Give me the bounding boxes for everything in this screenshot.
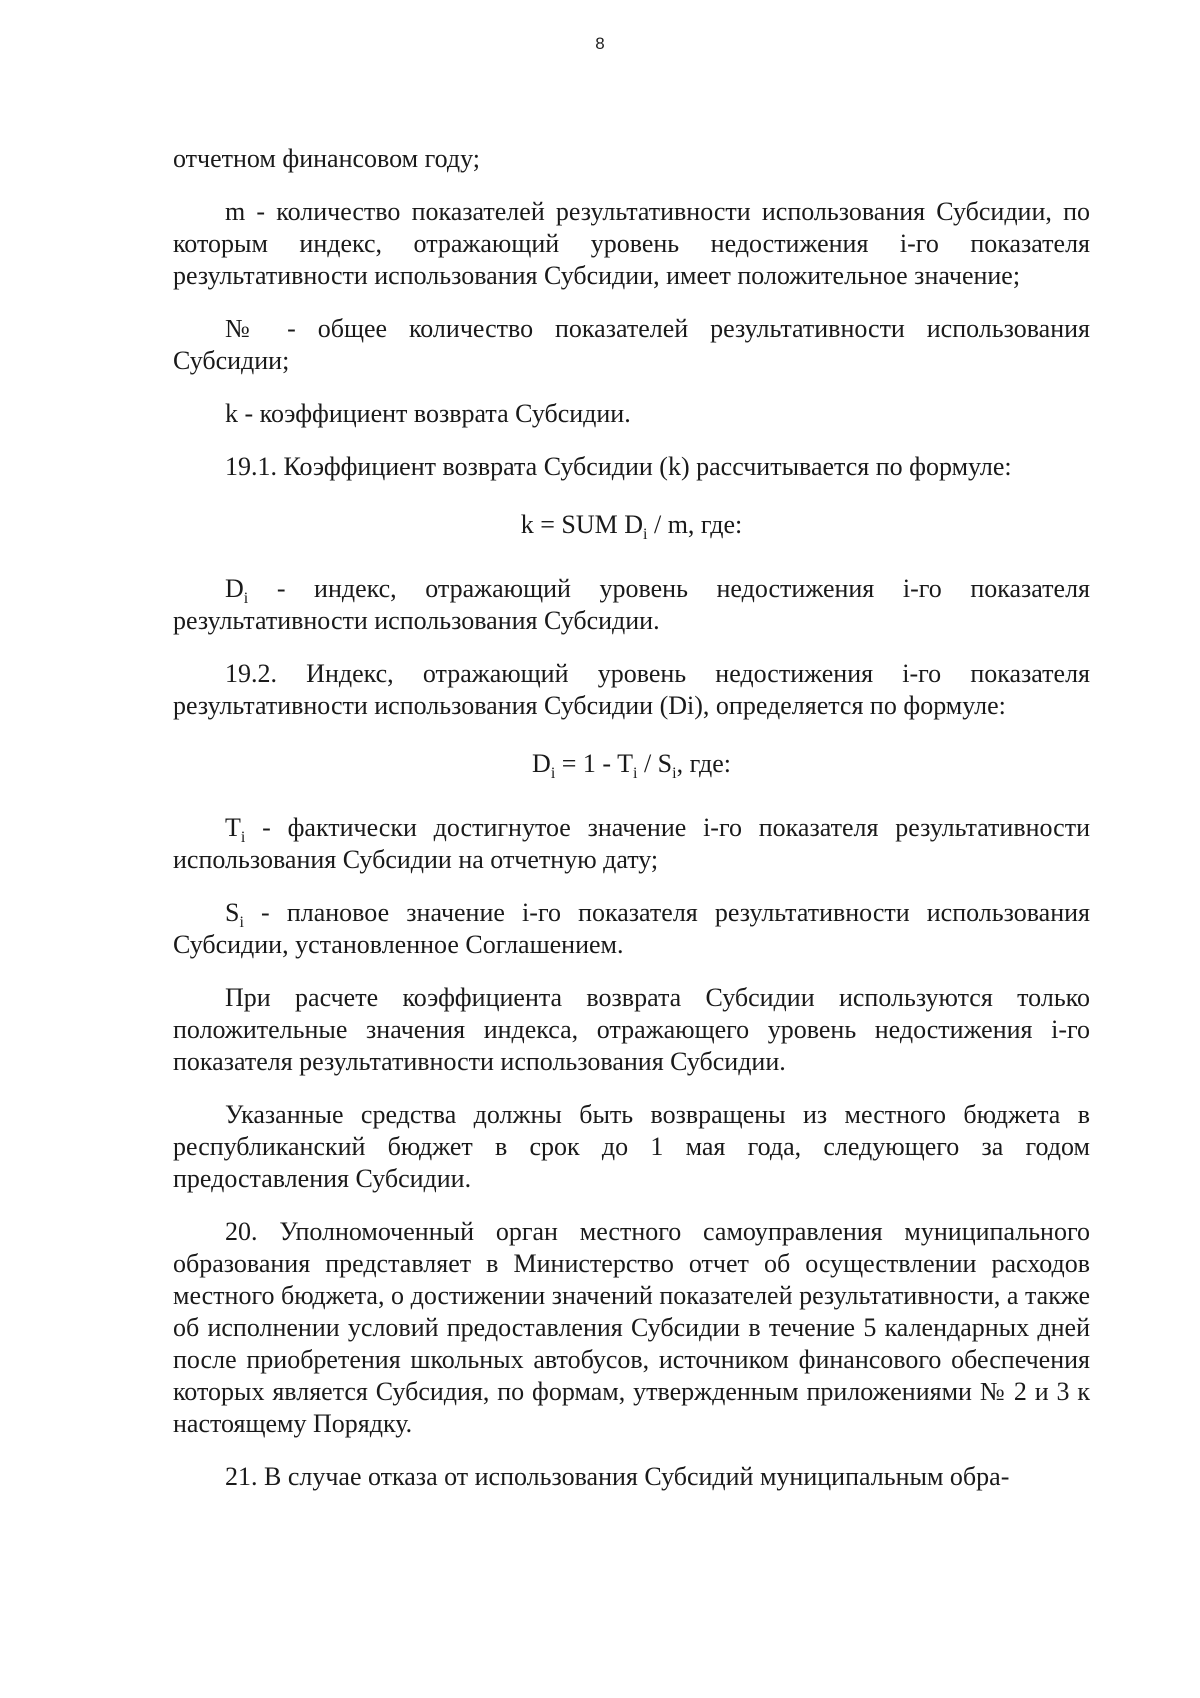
paragraph-return-deadline: Указанные средства должны быть возвращены из местного бюджета в республиканский бюджет в срок до 1 мая года, следующего за годом предоставления Субсидии. — [173, 1100, 1090, 1193]
formula-k-subscript: i — [643, 526, 648, 544]
document-body — [173, 143, 1090, 1514]
definition-text: - плановое значение i-го показателя результативности использования Субсидии, установленное Соглашением. — [173, 898, 1090, 959]
formula-k-part: / m, где: — [647, 510, 743, 539]
paragraph-di-definition — [173, 573, 1090, 637]
symbol-subscript: i — [240, 829, 246, 847]
paragraph-19-2: 19.2. Индекс, отражающий уровень недостижения i-го показателя результативности использования Субсидии (Di), определяется по формуле: — [173, 659, 1090, 720]
paragraph-si-definition — [173, 897, 1090, 961]
paragraph-19-1: 19.1. Коэффициент возврата Субсидии (k) рассчитывается по формуле: — [225, 452, 1012, 481]
symbol-s: S — [225, 898, 240, 927]
formula-k — [173, 509, 1090, 544]
formula-di-part: = 1 - T — [555, 749, 633, 778]
formula-di-part: D — [532, 749, 551, 778]
paragraph-ti-definition — [173, 812, 1090, 876]
symbol-subscript: i — [239, 914, 244, 932]
formula-di-subscript: i — [550, 765, 556, 783]
symbol-d: D — [225, 574, 244, 603]
paragraph-n-definition: № - общее количество показателей результативности использования Субсидии; — [173, 314, 1090, 375]
formula-di-part: , где: — [676, 749, 731, 778]
paragraph-positive-values: При расчете коэффициента возврата Субсидии используются только положительные значения индекса, отражающего уровень недостижения i-го показателя результативности использования Субсидии. — [173, 983, 1090, 1076]
formula-di-subscript: i — [672, 765, 677, 783]
formula-k-part: k = SUM D — [520, 510, 644, 539]
symbol-subscript: i — [243, 590, 249, 608]
paragraph-21: 21. В случае отказа от использования Субсидий муниципальным обра- — [225, 1462, 1010, 1491]
paragraph-20: 20. Уполномоченный орган местного самоуправления муниципального образования представляет в Министерство отчет об осуществлении расходов местного бюджета, о достижении значений показателей результативности, а также об исполнении условий предоставления Субсидии в течение 5 календарных дней после приобретения школьных автобусов, источником финансового обеспечения которых является Субсидия, по формам, утвержденным приложениями № 2 и 3 к настоящему Порядку. — [173, 1217, 1090, 1438]
formula-di — [173, 748, 1090, 783]
paragraph-m-definition: m - количество показателей результативности использования Субсидии, по которым индекс, отражающий уровень недостижения i-го показателя результативности использования Субсидии, имеет положительное значение; — [173, 197, 1090, 290]
paragraph-continuation: отчетном финансовом году; — [173, 144, 480, 173]
paragraph-k-definition: k - коэффициент возврата Субсидии. — [225, 399, 631, 428]
symbol-t: T — [225, 813, 241, 842]
definition-text: - фактически достигнутое значение i-го показателя результативности использования Субсидии на отчетную дату; — [173, 813, 1090, 874]
definition-text: - индекс, отражающий уровень недостижения i-го показателя результативности использования Субсидии. — [173, 574, 1090, 635]
formula-di-part: / S — [637, 749, 673, 778]
page-number: 8 — [595, 34, 605, 53]
formula-di-subscript: i — [633, 765, 638, 783]
